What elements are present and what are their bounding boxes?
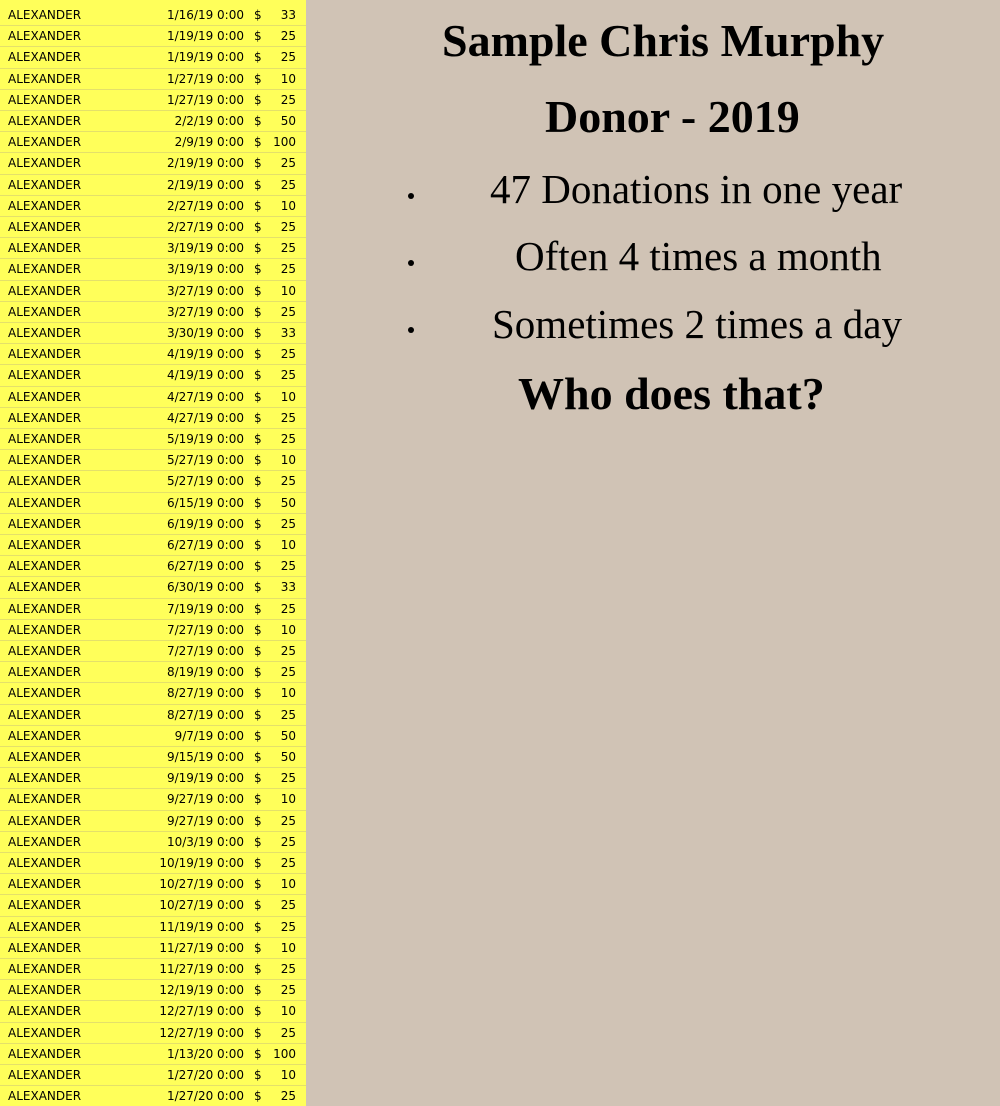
table-row: [0, 132, 306, 153]
donation-date-cell: 9/19/19 0:00: [166, 771, 244, 786]
donation-date-cell: 2/2/19 0:00: [174, 114, 244, 128]
donation-amount-cell: 100: [273, 1046, 296, 1061]
donation-date-cell: 11/27/19 0:00: [159, 962, 244, 976]
table-row: [0, 471, 306, 492]
donor-name-cell: ALEXANDER: [8, 750, 82, 764]
donation-date-cell: 8/19/19 0:00: [166, 665, 244, 680]
currency-symbol-cell: $: [254, 622, 262, 637]
donor-name-cell: ALEXANDER: [8, 135, 82, 150]
donor-name-cell: ALEXANDER: [8, 198, 82, 213]
currency-symbol-cell: $: [254, 516, 262, 531]
donation-date-cell: 4/19/19 0:00: [166, 347, 244, 362]
table-row: [0, 111, 306, 132]
currency-symbol-cell: $: [254, 707, 262, 722]
donation-date-cell: 2/27/19 0:00: [166, 198, 244, 213]
donor-name-cell: ALEXANDER: [8, 177, 82, 192]
table-row: [0, 599, 306, 620]
donation-amount-cell: 50: [280, 750, 296, 764]
bullet-item: Often 4 times a month: [515, 233, 882, 279]
currency-symbol-cell: $: [254, 156, 262, 171]
slide-title-line2: Donor - 2019: [545, 91, 800, 142]
donation-amount-cell: 10: [280, 1004, 296, 1019]
table-row: [0, 259, 306, 280]
donation-amount-cell: 25: [280, 177, 296, 192]
table-row: [0, 726, 306, 747]
currency-symbol-cell: $: [254, 877, 262, 892]
donor-name-cell: ALEXANDER: [8, 474, 82, 489]
donor-name-cell: ALEXANDER: [8, 156, 82, 171]
currency-symbol-cell: $: [254, 834, 262, 849]
donation-date-cell: 5/19/19 0:00: [166, 432, 244, 446]
donation-amount-cell: 10: [280, 940, 296, 955]
donation-amount-cell: 25: [280, 983, 296, 998]
donation-amount-cell: 25: [280, 304, 296, 319]
donation-date-cell: 1/27/19 0:00: [166, 71, 244, 86]
donation-amount-cell: 25: [280, 474, 296, 489]
donation-amount-cell: 25: [280, 601, 296, 616]
donor-name-cell: ALEXANDER: [8, 262, 82, 277]
table-row: [0, 493, 306, 514]
donation-amount-cell: 25: [280, 834, 296, 849]
currency-symbol-cell: $: [254, 983, 262, 998]
donor-name-cell: ALEXANDER: [8, 1004, 82, 1019]
table-row: [0, 450, 306, 471]
currency-symbol-cell: $: [254, 962, 262, 976]
donation-date-cell: 3/27/19 0:00: [166, 304, 244, 319]
donation-date-cell: 7/27/19 0:00: [166, 622, 244, 637]
donor-name-cell: ALEXANDER: [8, 707, 82, 722]
donor-name-cell: ALEXANDER: [8, 92, 82, 107]
donation-amount-cell: 25: [280, 50, 296, 65]
table-row: [0, 811, 306, 832]
donation-date-cell: 12/27/19 0:00: [159, 1025, 244, 1040]
table-row: [0, 874, 306, 895]
currency-symbol-cell: $: [254, 92, 262, 107]
donation-amount-cell: 25: [280, 856, 296, 870]
currency-symbol-cell: $: [254, 8, 262, 22]
donation-date-cell: 3/30/19 0:00: [166, 326, 244, 340]
donation-date-cell: 12/19/19 0:00: [159, 983, 244, 998]
donation-date-cell: 6/19/19 0:00: [166, 516, 244, 531]
donor-name-cell: ALEXANDER: [8, 432, 82, 446]
currency-symbol-cell: $: [254, 495, 262, 510]
donor-name-cell: ALEXANDER: [8, 1089, 82, 1104]
donation-amount-cell: 25: [280, 644, 296, 658]
donation-date-cell: 8/27/19 0:00: [166, 707, 244, 722]
donation-amount-cell: 33: [280, 580, 296, 595]
currency-symbol-cell: $: [254, 177, 262, 192]
table-row: [0, 302, 306, 323]
donor-name-cell: ALEXANDER: [8, 940, 82, 955]
donor-name-cell: ALEXANDER: [8, 220, 82, 234]
currency-symbol-cell: $: [254, 580, 262, 595]
table-row: [0, 959, 306, 980]
currency-symbol-cell: $: [254, 750, 262, 764]
currency-symbol-cell: $: [254, 1068, 262, 1082]
donation-date-cell: 4/19/19 0:00: [166, 368, 244, 383]
table-row: [0, 917, 306, 938]
donation-amount-cell: 25: [280, 92, 296, 107]
currency-symbol-cell: $: [254, 326, 262, 340]
donation-date-cell: 1/27/20 0:00: [166, 1089, 244, 1104]
currency-symbol-cell: $: [254, 283, 262, 298]
donation-amount-cell: 25: [280, 559, 296, 574]
bullet-icon: [408, 193, 414, 199]
donation-date-cell: 2/9/19 0:00: [174, 135, 244, 150]
donor-name-cell: ALEXANDER: [8, 877, 82, 892]
donation-amount-cell: 25: [280, 156, 296, 171]
donor-name-cell: ALEXANDER: [8, 728, 82, 743]
donation-amount-cell: 10: [280, 283, 296, 298]
donation-amount-cell: 25: [280, 771, 296, 786]
donation-date-cell: 10/27/19 0:00: [159, 877, 244, 892]
currency-symbol-cell: $: [254, 304, 262, 319]
currency-symbol-cell: $: [254, 813, 262, 828]
currency-symbol-cell: $: [254, 559, 262, 574]
table-row: [0, 620, 306, 641]
currency-symbol-cell: $: [254, 474, 262, 489]
donation-date-cell: 9/7/19 0:00: [174, 728, 244, 743]
bullet-item: Sometimes 2 times a day: [492, 301, 902, 347]
donation-amount-cell: 100: [273, 135, 296, 150]
table-row: [0, 938, 306, 959]
donation-amount-cell: 25: [280, 410, 296, 425]
donor-name-cell: ALEXANDER: [8, 241, 82, 256]
table-row: [0, 323, 306, 344]
table-row: [0, 853, 306, 874]
bullet-item: 47 Donations in one year: [490, 166, 903, 212]
table-row: [0, 789, 306, 810]
donation-date-cell: 5/27/19 0:00: [166, 453, 244, 468]
donation-amount-cell: 10: [280, 538, 296, 552]
donation-date-cell: 4/27/19 0:00: [166, 389, 244, 404]
donation-amount-cell: 10: [280, 877, 296, 892]
table-row: [0, 47, 306, 68]
donation-date-cell: 3/19/19 0:00: [166, 262, 244, 277]
donation-date-cell: 1/27/19 0:00: [166, 92, 244, 107]
donor-name-cell: ALEXANDER: [8, 29, 82, 44]
donor-name-cell: ALEXANDER: [8, 644, 82, 658]
currency-symbol-cell: $: [254, 856, 262, 870]
table-row: [0, 175, 306, 196]
donor-name-cell: ALEXANDER: [8, 326, 82, 340]
table-row: [0, 768, 306, 789]
donor-name-cell: ALEXANDER: [8, 347, 82, 362]
currency-symbol-cell: $: [254, 453, 262, 468]
donation-amount-cell: 25: [280, 347, 296, 362]
table-row: [0, 556, 306, 577]
donor-name-cell: ALEXANDER: [8, 898, 82, 913]
donor-name-cell: ALEXANDER: [8, 834, 82, 849]
donation-amount-cell: 25: [280, 962, 296, 976]
currency-symbol-cell: $: [254, 686, 262, 701]
donor-name-cell: ALEXANDER: [8, 50, 82, 65]
currency-symbol-cell: $: [254, 1025, 262, 1040]
donor-name-cell: ALEXANDER: [8, 856, 82, 870]
donor-name-cell: ALEXANDER: [8, 495, 82, 510]
table-row: [0, 217, 306, 238]
donation-date-cell: 6/27/19 0:00: [166, 559, 244, 574]
donation-amount-cell: 25: [280, 262, 296, 277]
donor-name-cell: ALEXANDER: [8, 601, 82, 616]
donor-name-cell: ALEXANDER: [8, 919, 82, 934]
donor-name-cell: ALEXANDER: [8, 686, 82, 701]
currency-symbol-cell: $: [254, 29, 262, 44]
donation-amount-cell: 25: [280, 919, 296, 934]
donation-amount-cell: 25: [280, 516, 296, 531]
currency-symbol-cell: $: [254, 728, 262, 743]
currency-symbol-cell: $: [254, 898, 262, 913]
donation-date-cell: 1/13/20 0:00: [166, 1046, 244, 1061]
donation-amount-cell: 10: [280, 792, 296, 807]
donor-name-cell: ALEXANDER: [8, 283, 82, 298]
table-row: [0, 832, 306, 853]
currency-symbol-cell: $: [254, 50, 262, 65]
table-row: [0, 980, 306, 1001]
table-row: [0, 1001, 306, 1022]
donation-date-cell: 6/27/19 0:00: [166, 538, 244, 552]
donation-date-cell: 11/27/19 0:00: [159, 940, 244, 955]
table-row: [0, 683, 306, 704]
donation-date-cell: 3/19/19 0:00: [166, 241, 244, 256]
donation-date-cell: 10/27/19 0:00: [159, 898, 244, 913]
donation-amount-cell: 25: [280, 241, 296, 256]
currency-symbol-cell: $: [254, 114, 262, 128]
donation-date-cell: 5/27/19 0:00: [166, 474, 244, 489]
donation-amount-cell: 25: [280, 898, 296, 913]
donor-name-cell: ALEXANDER: [8, 771, 82, 786]
donor-name-cell: ALEXANDER: [8, 8, 82, 22]
table-row: [0, 641, 306, 662]
donation-date-cell: 4/27/19 0:00: [166, 410, 244, 425]
table-row: [0, 408, 306, 429]
donor-name-cell: ALEXANDER: [8, 962, 82, 976]
slide-title-line1: Sample Chris Murphy: [442, 15, 885, 66]
donation-amount-cell: 25: [280, 1025, 296, 1040]
currency-symbol-cell: $: [254, 347, 262, 362]
donation-amount-cell: 10: [280, 198, 296, 213]
donor-name-cell: ALEXANDER: [8, 71, 82, 86]
currency-symbol-cell: $: [254, 538, 262, 552]
currency-symbol-cell: $: [254, 135, 262, 150]
donation-amount-cell: 10: [280, 686, 296, 701]
table-row: [0, 577, 306, 598]
table-row: [0, 365, 306, 386]
donor-name-cell: ALEXANDER: [8, 559, 82, 574]
table-row: [0, 514, 306, 535]
table-row: [0, 69, 306, 90]
donation-amount-cell: 25: [280, 220, 296, 234]
table-row: [0, 705, 306, 726]
currency-symbol-cell: $: [254, 940, 262, 955]
donation-date-cell: 7/27/19 0:00: [166, 644, 244, 658]
donor-name-cell: ALEXANDER: [8, 368, 82, 383]
donor-name-cell: ALEXANDER: [8, 665, 82, 680]
donation-date-cell: 9/27/19 0:00: [166, 813, 244, 828]
donation-date-cell: 9/15/19 0:00: [166, 750, 244, 764]
currency-symbol-cell: $: [254, 771, 262, 786]
donation-date-cell: 7/19/19 0:00: [166, 601, 244, 616]
donation-amount-cell: 10: [280, 389, 296, 404]
currency-symbol-cell: $: [254, 792, 262, 807]
donation-amount-cell: 33: [280, 326, 296, 340]
table-row: [0, 26, 306, 47]
donation-amount-cell: 10: [280, 622, 296, 637]
currency-symbol-cell: $: [254, 1046, 262, 1061]
currency-symbol-cell: $: [254, 644, 262, 658]
table-row: [0, 153, 306, 174]
currency-symbol-cell: $: [254, 665, 262, 680]
table-row: [0, 1086, 306, 1106]
currency-symbol-cell: $: [254, 368, 262, 383]
table-row: [0, 344, 306, 365]
donation-date-cell: 2/27/19 0:00: [166, 220, 244, 234]
donation-date-cell: 6/15/19 0:00: [166, 495, 244, 510]
table-row: [0, 238, 306, 259]
currency-symbol-cell: $: [254, 198, 262, 213]
donor-name-cell: ALEXANDER: [8, 453, 82, 468]
table-row: [0, 535, 306, 556]
currency-symbol-cell: $: [254, 389, 262, 404]
donation-date-cell: 3/27/19 0:00: [166, 283, 244, 298]
donation-amount-cell: 25: [280, 29, 296, 44]
table-row: [0, 747, 306, 768]
donation-amount-cell: 50: [280, 114, 296, 128]
currency-symbol-cell: $: [254, 1089, 262, 1104]
currency-symbol-cell: $: [254, 262, 262, 277]
bullet-icon: [408, 327, 414, 333]
donor-name-cell: ALEXANDER: [8, 389, 82, 404]
donation-date-cell: 1/19/19 0:00: [166, 50, 244, 65]
donation-amount-cell: 25: [280, 368, 296, 383]
table-row: [0, 662, 306, 683]
donation-date-cell: 12/27/19 0:00: [159, 1004, 244, 1019]
currency-symbol-cell: $: [254, 1004, 262, 1019]
currency-symbol-cell: $: [254, 220, 262, 234]
currency-symbol-cell: $: [254, 410, 262, 425]
currency-symbol-cell: $: [254, 432, 262, 446]
donation-amount-cell: 25: [280, 707, 296, 722]
donation-date-cell: 1/19/19 0:00: [166, 29, 244, 44]
donation-amount-cell: 10: [280, 1068, 296, 1082]
donor-name-cell: ALEXANDER: [8, 410, 82, 425]
donation-date-cell: 10/19/19 0:00: [159, 856, 244, 870]
donor-name-cell: ALEXANDER: [8, 983, 82, 998]
table-row: [0, 1065, 306, 1086]
donation-date-cell: 1/16/19 0:00: [166, 8, 244, 22]
donation-date-cell: 2/19/19 0:00: [166, 156, 244, 171]
table-row: [0, 895, 306, 916]
table-row: [0, 1044, 306, 1065]
donor-name-cell: ALEXANDER: [8, 622, 82, 637]
donation-amount-cell: 10: [280, 453, 296, 468]
donor-name-cell: ALEXANDER: [8, 538, 82, 552]
donation-amount-cell: 25: [280, 432, 296, 446]
donation-date-cell: 11/19/19 0:00: [159, 919, 244, 934]
currency-symbol-cell: $: [254, 241, 262, 256]
table-row: [0, 90, 306, 111]
donation-date-cell: 8/27/19 0:00: [166, 686, 244, 701]
donation-date-cell: 6/30/19 0:00: [166, 580, 244, 595]
donor-name-cell: ALEXANDER: [8, 792, 82, 807]
donor-name-cell: ALEXANDER: [8, 1068, 82, 1082]
bullet-icon: [408, 260, 414, 266]
donor-name-cell: ALEXANDER: [8, 304, 82, 319]
donor-name-cell: ALEXANDER: [8, 813, 82, 828]
table-row: [0, 196, 306, 217]
donor-name-cell: ALEXANDER: [8, 580, 82, 595]
donation-amount-cell: 10: [280, 71, 296, 86]
donor-name-cell: ALEXANDER: [8, 1025, 82, 1040]
slide-question: Who does that?: [518, 368, 825, 419]
donation-amount-cell: 50: [280, 495, 296, 510]
table-row: [0, 1023, 306, 1044]
currency-symbol-cell: $: [254, 71, 262, 86]
table-row: [0, 5, 306, 26]
donor-name-cell: ALEXANDER: [8, 1046, 82, 1061]
donor-name-cell: ALEXANDER: [8, 114, 82, 128]
donation-date-cell: 2/19/19 0:00: [166, 177, 244, 192]
donation-amount-cell: 50: [280, 728, 296, 743]
donation-date-cell: 10/3/19 0:00: [166, 834, 244, 849]
donor-name-cell: ALEXANDER: [8, 516, 82, 531]
slide-panel: [306, 0, 1000, 1106]
table-row: [0, 387, 306, 408]
donation-amount-cell: 25: [280, 665, 296, 680]
donation-amount-cell: 25: [280, 1089, 296, 1104]
currency-symbol-cell: $: [254, 601, 262, 616]
donation-amount-cell: 33: [280, 8, 296, 22]
currency-symbol-cell: $: [254, 919, 262, 934]
table-row: [0, 429, 306, 450]
table-row: [0, 281, 306, 302]
donation-amount-cell: 25: [280, 813, 296, 828]
donation-date-cell: 9/27/19 0:00: [166, 792, 244, 807]
donation-spreadsheet: [0, 0, 306, 1106]
donation-date-cell: 1/27/20 0:00: [166, 1068, 244, 1082]
